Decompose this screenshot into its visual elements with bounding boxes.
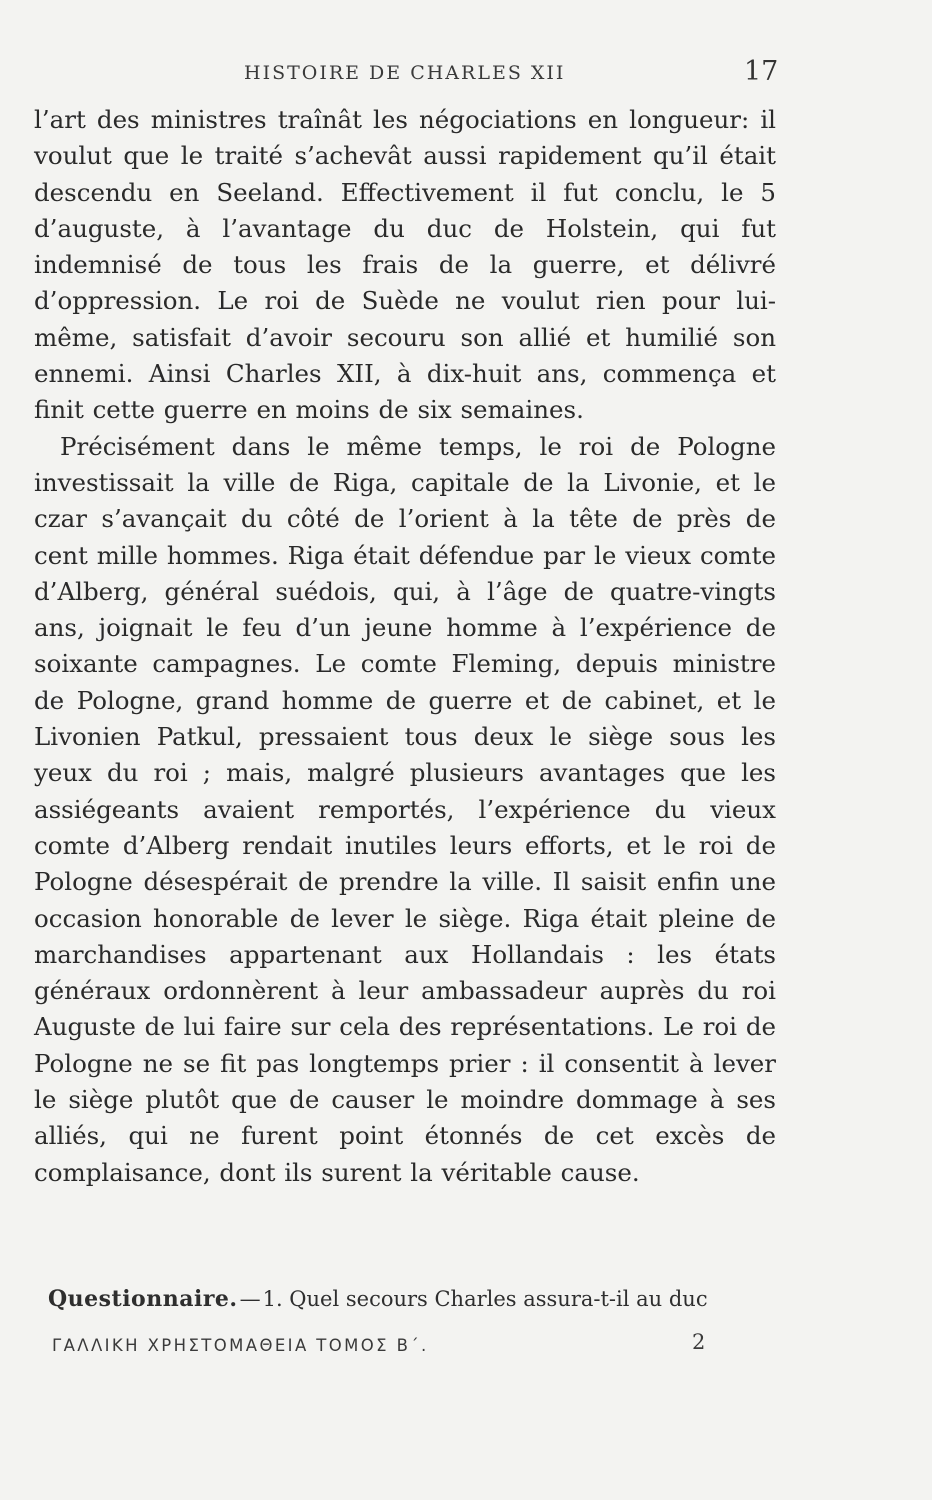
paragraph-treaty-conclusion: l’art des ministres traînât les négociations en longueur: il voulut que le traité s’achevât aussi rapidement qu’il était descendu en Seeland. Effectivement il fut conclu, le 5 d’auguste, à l’avantage du duc de Holstein, qui fut indemnisé de tous les frais de la guerre, et délivré d’oppression. Le roi de Suède ne voulut rien pour lui-même, satisfait d’avoir secouru son allié et humilié son ennemi. Ainsi Charles XII, à dix-huit ans, commença et finit cette guerre en moins de six semaines. <box>34 105 776 425</box>
printer-signature-line <box>52 1330 752 1366</box>
questionnaire-label: Questionnaire. <box>48 1286 238 1312</box>
questionnaire <box>48 1286 708 1312</box>
running-title: HISTOIRE DE CHARLES XII <box>244 62 566 84</box>
signature-mark: ΓΑΛΛΙΚΗ ΧΡΗΣΤΟΜΑΘΕΙΑ ΤΟΜΟΣ Β΄. <box>52 1336 429 1355</box>
running-head <box>0 56 932 92</box>
body-text <box>34 102 776 1191</box>
questionnaire-question: 1. Quel secours Charles assura-t-il au duc <box>262 1287 708 1311</box>
sheet-number: 2 <box>692 1330 706 1354</box>
questionnaire-dash: — <box>239 1287 261 1311</box>
page-number: 17 <box>744 56 779 87</box>
paragraph-siege-of-riga: Précisément dans le même temps, le roi de Pologne investissait la ville de Riga, capitale de la Livonie, et le czar s’avançait du côté de l’orient à la tête de près de cent mille hommes. Riga était défendue par le vieux comte d’Alberg, général suédois, qui, à l’âge de quatre-vingts ans, joignait le feu d’un jeune homme à l’expérience de soixante campagnes. Le comte Fleming, depuis ministre de Pologne, grand homme de guerre et de cabinet, et le Livonien Patkul, pressaient tous deux le siège sous les yeux du roi ; mais, malgré plusieurs avantages que les assiégeants avaient remportés, l’expérience du vieux comte d’Alberg rendait inutiles leurs efforts, et le roi de Pologne désespérait de prendre la ville. Il saisit enfin une occasion honorable de lever le siège. Riga était pleine de marchandises appartenant aux Hollandais : les états généraux ordonnèrent à leur ambassadeur auprès du roi Auguste de lui faire sur cela des représentations. Le roi de Pologne ne se fit pas longtemps prier : il consentit à lever le siège plutôt que de causer le moindre dommage à ses alliés, qui ne furent point étonnés de cet excès de complaisance, dont ils surent la véritable cause. <box>34 431 776 1187</box>
